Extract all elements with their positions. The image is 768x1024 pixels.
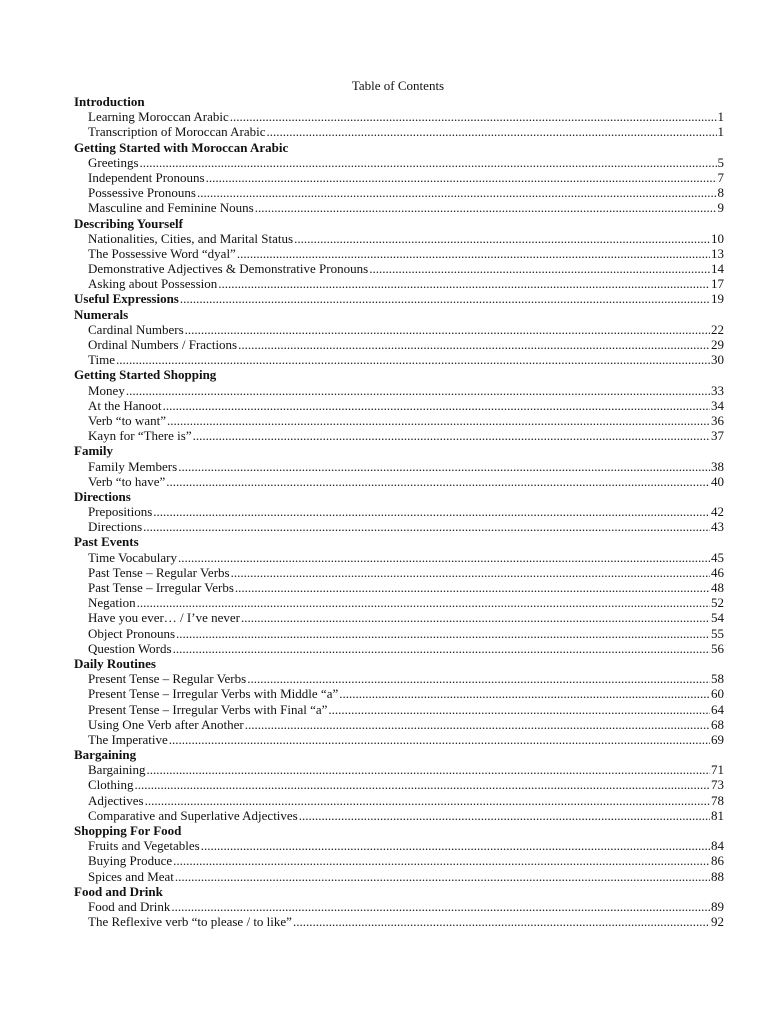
dot-leader: [143, 519, 710, 534]
dot-leader: [193, 428, 710, 443]
dot-leader: [147, 762, 710, 777]
dot-leader: [245, 717, 710, 732]
toc-page-number: 56: [711, 640, 724, 656]
dot-leader: [328, 702, 710, 717]
toc-page-number: 30: [711, 352, 724, 368]
toc-entry-label: Spices and Meat: [88, 868, 174, 884]
toc-entry-label: Present Tense – Irregular Verbs with Middle “a”: [88, 686, 339, 702]
toc-page-number: 60: [711, 686, 724, 702]
toc-section-label: Family: [74, 443, 113, 459]
toc-section-heading[interactable]: [74, 140, 724, 155]
toc-entry[interactable]: [74, 777, 724, 792]
toc-section-heading[interactable]: [74, 656, 724, 671]
toc-page-number: 29: [711, 337, 724, 352]
toc-entry-label: Kayn for “There is”: [88, 428, 192, 444]
toc-page-number: 7: [717, 169, 724, 185]
dot-leader: [163, 398, 710, 413]
dot-leader: [241, 610, 710, 625]
toc-section-heading[interactable]: [74, 489, 724, 504]
toc-entry[interactable]: [74, 109, 724, 124]
toc-page-number: 22: [711, 321, 724, 337]
toc-entry-label: Past Tense – Regular Verbs: [88, 564, 230, 580]
toc-entry[interactable]: [74, 853, 724, 868]
toc-entry-label: Question Words: [88, 640, 172, 656]
toc-entry[interactable]: [74, 671, 724, 686]
toc-page-number: 71: [711, 762, 724, 778]
dot-leader: [339, 686, 710, 701]
toc-section-label: Getting Started Shopping: [74, 367, 217, 383]
toc-section-label: Bargaining: [74, 747, 137, 763]
toc-entry[interactable]: [74, 550, 724, 565]
toc-page-number: 92: [711, 914, 724, 930]
dot-leader: [201, 838, 710, 853]
toc-entry-label: The Possessive Word “dyal”: [88, 245, 236, 261]
toc-page-number: 86: [711, 853, 724, 869]
toc-entry[interactable]: [74, 595, 724, 610]
toc-page-number: 46: [711, 564, 724, 580]
dot-leader: [230, 109, 717, 124]
dot-leader: [140, 155, 717, 170]
toc-page-number: 14: [711, 261, 724, 277]
toc-entry-label: The Reflexive verb “to please / to like”: [88, 914, 292, 930]
toc-entry[interactable]: [74, 686, 724, 701]
toc-list: [74, 94, 724, 929]
toc-section-heading[interactable]: [74, 291, 724, 306]
toc-page-number: 68: [711, 716, 724, 732]
toc-entry[interactable]: [74, 565, 724, 580]
toc-page-number: 17: [711, 276, 724, 292]
dot-leader: [197, 185, 717, 200]
toc-page-number: 69: [711, 731, 724, 747]
toc-entry[interactable]: [74, 702, 724, 717]
toc-entry[interactable]: [74, 580, 724, 595]
toc-page-number: 13: [711, 245, 724, 261]
toc-page-number: 58: [711, 671, 724, 687]
dot-leader: [169, 732, 710, 747]
toc-entry-label: Present Tense – Regular Verbs: [88, 671, 247, 687]
dot-leader: [185, 322, 710, 337]
dot-leader: [238, 337, 710, 352]
toc-entry[interactable]: [74, 459, 724, 474]
dot-leader: [178, 550, 710, 565]
toc-section-heading[interactable]: [74, 823, 724, 838]
toc-entry-label: Ordinal Numbers / Fractions: [88, 337, 238, 352]
toc-entry[interactable]: [74, 398, 724, 413]
toc-entry-label: Negation: [88, 595, 136, 611]
toc-entry[interactable]: [74, 428, 724, 443]
dot-leader: [294, 231, 710, 246]
toc-page-number: 88: [711, 868, 724, 884]
toc-entry-label: Buying Produce: [88, 853, 173, 869]
toc-section-label: Food and Drink: [74, 883, 163, 899]
toc-section-label: Shopping For Food: [74, 823, 182, 838]
toc-entry[interactable]: [74, 808, 724, 823]
dot-leader: [267, 124, 717, 139]
toc-entry[interactable]: [74, 732, 724, 747]
toc-entry-label: Clothing: [88, 777, 134, 793]
toc-entry-label: Time Vocabulary: [88, 549, 177, 565]
toc-entry-label: The Imperative: [88, 731, 168, 747]
toc-page-number: 9: [717, 200, 724, 216]
toc-entry-label: Prepositions: [88, 504, 153, 520]
toc-entry[interactable]: [74, 200, 724, 215]
dot-leader: [137, 595, 710, 610]
toc-entry[interactable]: [74, 352, 724, 367]
toc-entry-label: Independent Pronouns: [88, 169, 205, 185]
toc-entry-label: Greetings: [88, 154, 139, 170]
toc-section-heading[interactable]: [74, 216, 724, 231]
toc-entry[interactable]: [74, 261, 724, 276]
toc-entry[interactable]: [74, 899, 724, 914]
toc-section-label: Directions: [74, 488, 131, 504]
dot-leader: [299, 808, 710, 823]
toc-entry-label: Food and Drink: [88, 898, 171, 914]
toc-page-number: 48: [711, 580, 724, 595]
dot-leader: [176, 626, 710, 641]
toc-page-number: 37: [711, 428, 724, 444]
toc-page-number: 81: [711, 807, 724, 823]
toc-section-heading[interactable]: [74, 747, 724, 762]
dot-leader: [135, 777, 710, 792]
dot-leader: [167, 413, 710, 428]
toc-page-number: 36: [711, 412, 724, 428]
toc-entry[interactable]: [74, 717, 724, 732]
dot-leader: [153, 504, 710, 519]
toc-entry-label: Verb “to have”: [88, 473, 166, 489]
toc-entry[interactable]: [74, 504, 724, 519]
toc-entry[interactable]: [74, 185, 724, 200]
toc-entry[interactable]: [74, 838, 724, 853]
toc-page-number: 33: [711, 382, 724, 398]
toc-entry-label: Cardinal Numbers: [88, 321, 184, 337]
toc-section-heading[interactable]: [74, 307, 724, 322]
dot-leader: [231, 565, 710, 580]
toc-entry[interactable]: [74, 610, 724, 625]
toc-entry-label: Time: [88, 352, 115, 368]
dot-leader: [247, 671, 710, 686]
dot-leader: [178, 459, 710, 474]
toc-entry-label: Bargaining: [88, 762, 146, 778]
toc-entry[interactable]: [74, 276, 724, 291]
toc-section-label: Useful Expressions: [74, 291, 179, 307]
toc-entry-label: Money: [88, 382, 125, 398]
toc-entry-label: Directions: [88, 519, 143, 535]
toc-entry-label: Have you ever… / I’ve never: [88, 610, 240, 626]
toc-entry-label: Adjectives: [88, 792, 144, 808]
dot-leader: [126, 383, 710, 398]
toc-page-number: 1: [717, 109, 724, 125]
dot-leader: [293, 914, 710, 929]
dot-leader: [369, 261, 710, 276]
toc-entry[interactable]: [74, 869, 724, 884]
toc-page-number: 1: [717, 124, 724, 140]
toc-page-number: 78: [711, 792, 724, 808]
toc-entry-label: At the Hanoot: [88, 397, 162, 413]
toc-page-number: 64: [711, 701, 724, 717]
toc-entry[interactable]: [74, 231, 724, 246]
toc-page-number: 40: [711, 473, 724, 489]
toc-section-label: Numerals: [74, 306, 129, 322]
toc-entry-label: Using One Verb after Another: [88, 716, 244, 732]
toc-entry[interactable]: [74, 762, 724, 777]
toc-section-label: Getting Started with Moroccan Arabic: [74, 139, 289, 155]
toc-entry-label: Present Tense – Irregular Verbs with Final “a”: [88, 701, 328, 717]
toc-section-heading[interactable]: [74, 94, 724, 109]
toc-page-number: 42: [711, 504, 724, 520]
toc-entry[interactable]: [74, 914, 724, 929]
dot-leader: [237, 246, 710, 261]
toc-entry[interactable]: [74, 519, 724, 534]
dot-leader: [166, 474, 710, 489]
toc-entry-label: Family Members: [88, 458, 178, 474]
toc-section-heading[interactable]: [74, 884, 724, 899]
toc-section-label: Describing Yourself: [74, 215, 183, 231]
toc-section-heading[interactable]: [74, 367, 724, 382]
toc-page-number: 5: [717, 154, 724, 170]
toc-entry[interactable]: [74, 626, 724, 641]
toc-page-number: 89: [711, 898, 724, 914]
toc-title: Table of Contents: [351, 78, 445, 93]
toc-entry[interactable]: [74, 641, 724, 656]
toc-page-number: 34: [711, 397, 724, 413]
toc-page-number: 19: [711, 291, 724, 307]
toc-entry[interactable]: [74, 474, 724, 489]
toc-page-number: 54: [711, 610, 724, 626]
dot-leader: [171, 899, 710, 914]
toc-entry-label: Masculine and Feminine Nouns: [88, 200, 254, 216]
toc-entry[interactable]: [74, 793, 724, 808]
toc-entry[interactable]: [74, 246, 724, 261]
toc-page-number: 73: [711, 777, 724, 793]
toc-entry[interactable]: [74, 413, 724, 428]
toc-entry[interactable]: [74, 337, 724, 352]
dot-leader: [235, 580, 710, 595]
dot-leader: [175, 869, 710, 884]
toc-entry[interactable]: [74, 155, 724, 170]
toc-entry[interactable]: [74, 170, 724, 185]
toc-entry-label: Object Pronouns: [88, 625, 176, 641]
toc-section-label: Introduction: [74, 94, 145, 109]
toc-page-number: 38: [711, 458, 724, 474]
toc-page-number: 52: [711, 595, 724, 611]
toc-entry-label: Learning Moroccan Arabic: [88, 109, 229, 125]
toc-entry-label: Comparative and Superlative Adjectives: [88, 807, 298, 823]
toc-page-number: 45: [711, 549, 724, 565]
toc-entry-label: Fruits and Vegetables: [88, 838, 200, 854]
toc-section-heading[interactable]: [74, 534, 724, 549]
toc-entry-label: Past Tense – Irregular Verbs: [88, 580, 234, 595]
dot-leader: [173, 853, 710, 868]
dot-leader: [180, 291, 710, 306]
toc-entry-label: Possessive Pronouns: [88, 185, 196, 201]
dot-leader: [255, 200, 717, 215]
toc-section-heading[interactable]: [74, 443, 724, 458]
toc-page-number: 10: [711, 230, 724, 246]
dot-leader: [206, 170, 717, 185]
toc-page-number: 84: [711, 838, 724, 854]
toc-entry-label: Nationalities, Cities, and Marital Status: [88, 230, 294, 246]
toc-section-label: Past Events: [74, 534, 139, 550]
dot-leader: [173, 641, 710, 656]
toc-entry-label: Verb “to want”: [88, 412, 166, 428]
toc-entry-label: Transcription of Moroccan Arabic: [88, 124, 266, 140]
dot-leader: [218, 276, 710, 291]
toc-entry[interactable]: [74, 322, 724, 337]
toc-entry-label: Demonstrative Adjectives & Demonstrative Pronouns: [88, 261, 369, 277]
dot-leader: [145, 793, 710, 808]
toc-entry[interactable]: [74, 124, 724, 139]
toc-page-number: 55: [711, 625, 724, 641]
toc-entry-label: Asking about Possession: [88, 276, 218, 292]
dot-leader: [116, 352, 710, 367]
toc-page-number: 8: [717, 185, 724, 201]
toc-page-number: 43: [711, 519, 724, 535]
toc-entry[interactable]: [74, 383, 724, 398]
toc-section-label: Daily Routines: [74, 655, 156, 671]
